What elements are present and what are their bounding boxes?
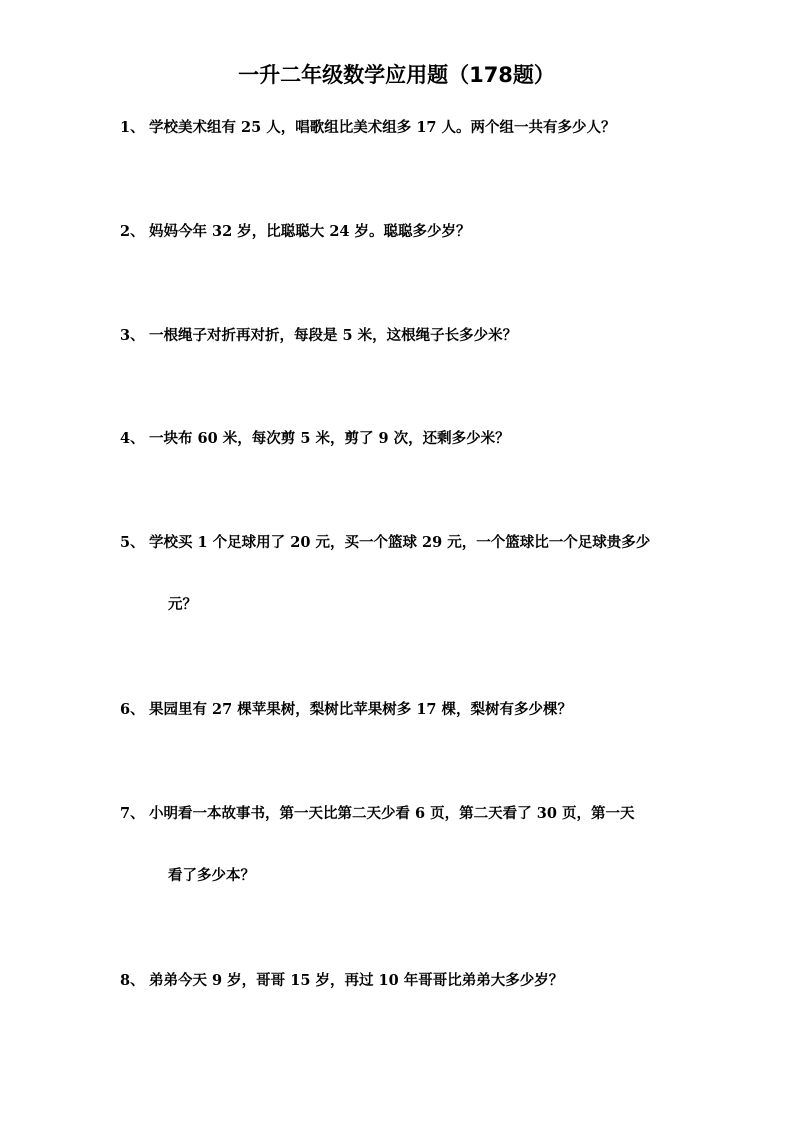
- question-number: 1、: [120, 119, 145, 136]
- question-text: 妈妈今年 32 岁，比聪聪大 24 岁。聪聪多少岁？: [149, 223, 471, 240]
- question-8: [120, 971, 690, 991]
- question-7: [120, 804, 690, 824]
- question-5: [120, 533, 690, 553]
- question-number: 6、: [120, 701, 145, 718]
- question-text: 学校美术组有 25 人，唱歌组比美术组多 17 人。两个组一共有多少人？: [149, 119, 616, 136]
- page-title: 一升二年级数学应用题（178题）: [238, 63, 555, 87]
- question-number: 5、: [120, 534, 145, 551]
- question-7-continuation: 看了多少本？: [168, 867, 255, 884]
- question-text: 小明看一本故事书，第一天比第二天少看 6 页，第二天看了 30 页，第一天: [149, 805, 635, 822]
- question-3: [120, 326, 690, 346]
- question-number: 2、: [120, 223, 145, 240]
- question-text: 一根绳子对折再对折，每段是 5 米，这根绳子长多少米？: [149, 327, 518, 344]
- question-1: [120, 118, 690, 138]
- question-text: 果园里有 27 棵苹果树，梨树比苹果树多 17 棵，梨树有多少棵？: [149, 701, 573, 718]
- question-text: 一块布 60 米，每次剪 5 米，剪了 9 次，还剩多少米？: [149, 430, 510, 447]
- question-number: 4、: [120, 430, 145, 447]
- question-5-continuation: 元？: [168, 596, 197, 613]
- question-number: 8、: [120, 972, 145, 989]
- question-number: 3、: [120, 327, 145, 344]
- question-6: [120, 700, 690, 720]
- question-text: 弟弟今天 9 岁，哥哥 15 岁，再过 10 年哥哥比弟弟大多少岁？: [149, 972, 564, 989]
- question-text: 学校买 1 个足球用了 20 元，买一个篮球 29 元，一个篮球比一个足球贵多少: [149, 534, 651, 551]
- question-4: [120, 429, 690, 449]
- question-number: 7、: [120, 805, 145, 822]
- question-2: [120, 222, 690, 242]
